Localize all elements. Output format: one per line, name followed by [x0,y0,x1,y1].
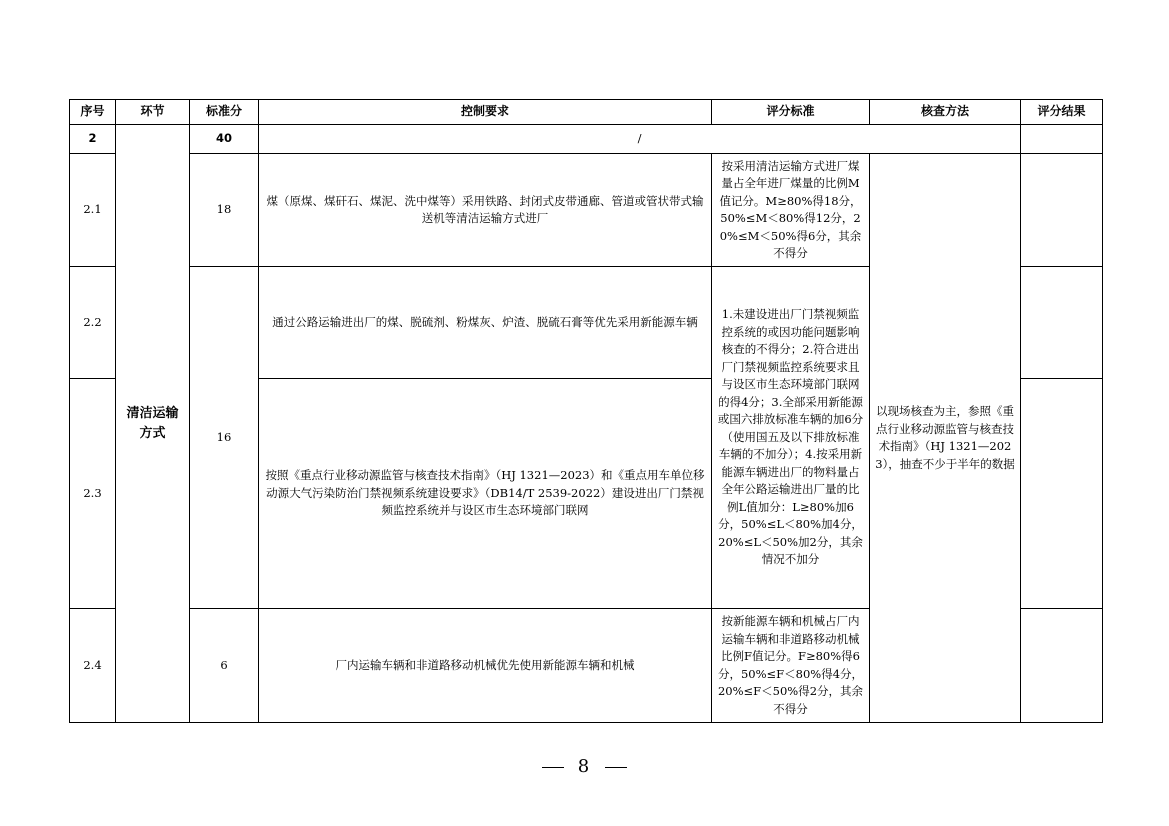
row-standard-merged: 1.未建设进出厂门禁视频监控系统的或因功能问题影响核查的不得分；2.符合进出厂门禁视频监控系统要求且与设区市生态环境部门联网的得4分；3.全部采用新能源或国六排放标准车辆的加6分（使用国五及以下排放标准车辆的不加分）；4.按采用新能源车辆进出厂的物料量占全年公路运输进出厂量的比例L值加分：L≥80%加6分，50%≤L＜80%加4分，20%≤L＜50%加2分，其余情况不加分 [712,267,870,609]
scoring-table [69,99,1103,723]
row-standard: 按新能源车辆和机械占厂内运输车辆和非道路移动机械比例F值记分。F≥80%得6分，50%≤F＜80%得4分，20%≤F＜50%得2分，其余不得分 [712,609,870,723]
footer-dash-left [542,767,564,768]
row-requirement: 厂内运输车辆和非道路移动机械优先使用新能源车辆和机械 [259,609,712,723]
row-result-cell [1021,154,1103,267]
row-result-cell [1021,609,1103,723]
page-footer [0,756,1169,777]
header-no: 序号 [70,100,116,125]
table-row [70,154,1103,267]
row-requirement: 按照《重点行业移动源监管与核查技术指南》（HJ 1321—2023）和《重点用车单位移动源大气污染防治门禁视频系统建设要求》（DB14/T 2539-2022）建设进出厂门禁视频监控系统并与设区市生态环境部门联网 [259,379,712,609]
header-row [70,100,1103,125]
row-score: 18 [190,154,259,267]
row-requirement: 煤（原煤、煤矸石、煤泥、洗中煤等）采用铁路、封闭式皮带通廊、管道或管状带式输送机等清洁运输方式进厂 [259,154,712,267]
row-no: 2.2 [70,267,116,379]
section-row [70,125,1103,154]
section-no: 2 [70,125,116,154]
footer-dash-right [605,767,627,768]
row-score-merged: 16 [190,267,259,609]
header-requirement: 控制要求 [259,100,712,125]
header-stage: 环节 [116,100,190,125]
header-method: 核查方法 [870,100,1021,125]
header-result: 评分结果 [1021,100,1103,125]
header-standard: 评分标准 [712,100,870,125]
header-score: 标准分 [190,100,259,125]
section-score: 40 [190,125,259,154]
row-no: 2.1 [70,154,116,267]
row-standard: 按采用清洁运输方式进厂煤量占全年进厂煤量的比例M值记分。M≥80%得18分，50%≤M＜80%得12分，20%≤M＜50%得6分，其余不得分 [712,154,870,267]
section-result-cell [1021,125,1103,154]
section-span-cell: / [259,125,1021,154]
stage-cell: 清洁运输方式 [116,125,190,723]
row-result-cell [1021,379,1103,609]
row-result-cell [1021,267,1103,379]
method-cell: 以现场核查为主，参照《重点行业移动源监管与核查技术指南》（HJ 1321—2023），抽查不少于半年的数据 [870,154,1021,723]
row-no: 2.4 [70,609,116,723]
row-requirement: 通过公路运输进出厂的煤、脱硫剂、粉煤灰、炉渣、脱硫石膏等优先采用新能源车辆 [259,267,712,379]
page-number: 8 [577,756,592,777]
row-no: 2.3 [70,379,116,609]
row-score: 6 [190,609,259,723]
